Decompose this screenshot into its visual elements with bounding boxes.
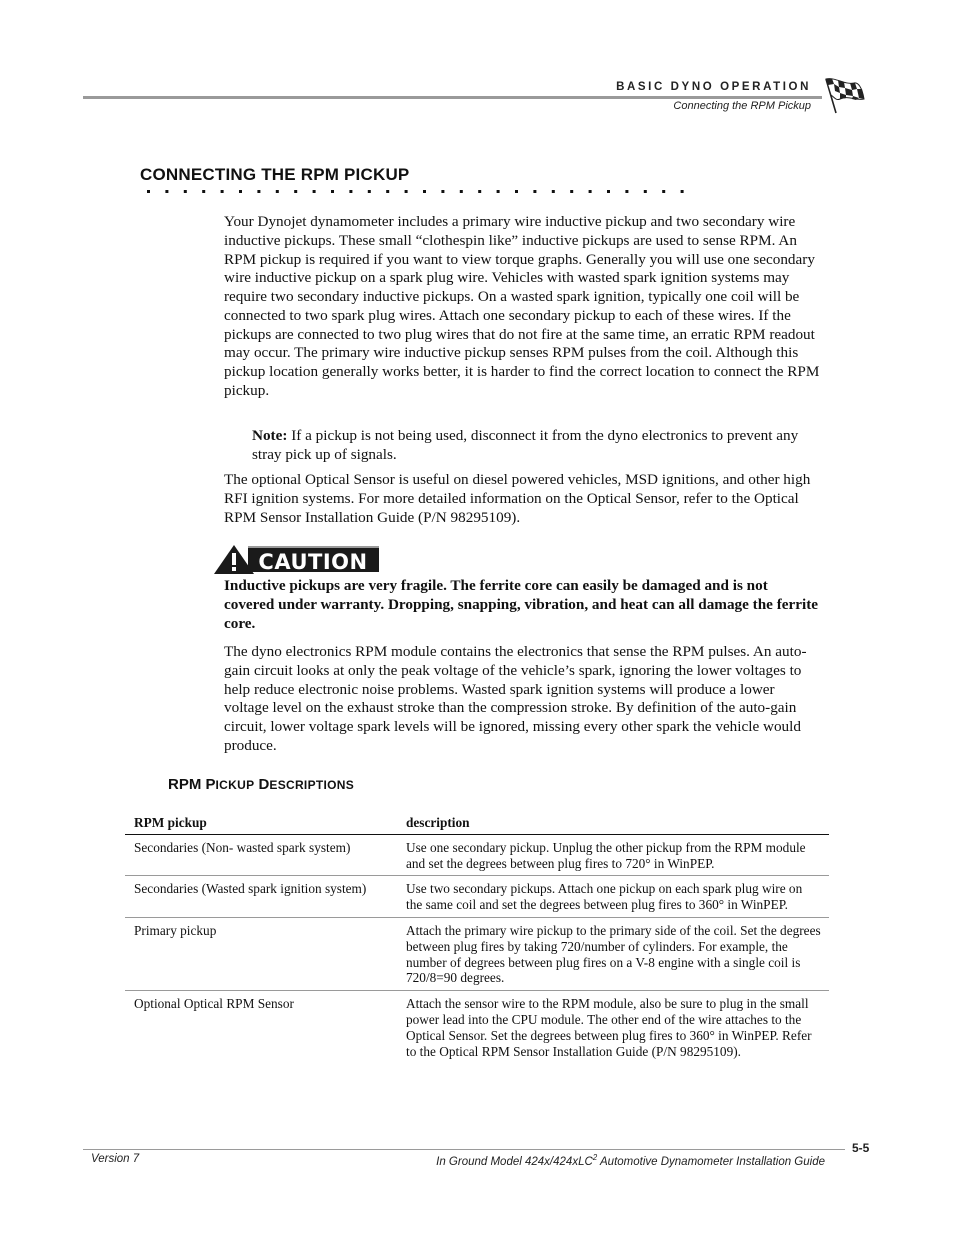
footer-version: Version 7: [91, 1153, 140, 1165]
description-cell: Use one secondary pickup. Unplug the other pickup from the RPM module and set the degrees between plug fires to 720° in WinPEP.: [406, 839, 806, 871]
running-header-section: Connecting the RPM Pickup: [673, 100, 811, 112]
title-dotted-rule: [140, 180, 688, 196]
table-row: [125, 876, 829, 918]
column-header-description: description: [397, 813, 829, 834]
pickup-cell: Optional Optical RPM Sensor: [125, 991, 397, 1064]
running-header-chapter: BASIC DYNO OPERATION: [616, 81, 811, 93]
footer-guide-title: In Ground Model 424x/424xLC$^2$ Automotive Dynamometer Installation Guide: [436, 1153, 825, 1168]
caution-label: CAUTION: [258, 550, 368, 574]
table-row: [125, 991, 829, 1064]
pickup-cell: Primary pickup: [125, 917, 397, 990]
column-header-pickup: RPM pickup: [125, 813, 397, 834]
pickup-cell: Secondaries (Non- wasted spark system): [134, 839, 351, 855]
optical-sensor-paragraph: The optional Optical Sensor is useful on diesel powered vehicles, MSD ignitions, and other high RFI ignition systems. For more detailed information on the Optical Sensor, refer to the Optical RPM Sensor Installation Guide (P/N 98295109).: [224, 471, 811, 526]
description-cell: Attach the primary wire pickup to the primary side of the coil. Set the degrees between plug fires by taking 720/number of cylinders. For example, the number of degrees between plug fires on a V-8 engine with a single coil is 720/8=90 degrees.: [397, 917, 829, 990]
caution-banner: [214, 544, 380, 575]
rpm-pickup-table: [125, 813, 829, 1063]
note-text: If a pickup is not being used, disconnect it from the dyno electronics to prevent any stray pick up of signals.: [252, 427, 799, 463]
caution-text: Inductive pickups are very fragile. The ferrite core can easily be damaged and is not covered under warranty. Dropping, snapping, vibration, and heat can all damage the ferrite core.: [224, 577, 819, 632]
pickup-cell: Secondaries (Wasted spark ignition system): [125, 876, 397, 918]
header-rule: [83, 96, 822, 99]
note-label: Note:: [252, 427, 288, 444]
page-title: CONNECTING THE RPM PICKUP: [140, 165, 410, 184]
table-row: [125, 834, 829, 876]
rpm-module-paragraph: The dyno electronics RPM module contains the electronics that sense the RPM pulses. An auto-gain circuit looks at only the peak voltage of the vehicle’s spark, ignoring the lower voltages to help reduce electronic noise problems. Wasted spark ignition systems will produce a lower voltage level on the exhaust stroke than the compression stroke. By definition of the auto-gain circuit, lower voltage spark levels will be ignored, missing every other spark the vehicle would produce.: [224, 643, 807, 754]
note-paragraph: [252, 427, 820, 465]
footer-rule: [83, 1149, 845, 1150]
intro-paragraph: Your Dynojet dynamometer includes a primary wire inductive pickup and two secondary wire inductive pickups. These small “clothespin like” inductive pickups are used to sense RPM. An RPM pickup is required if you want to view torque graphs. Generally you will use one secondary wire inductive pickup on a spark plug wire. Vehicles with wasted spark ignition systems may require two secondary inductive pickups. On a wasted spark ignition, typically one coil will be connected to two spark plug wires. Attach one secondary pickup to each of these wires. If the pickups are connected to two plug wires that do not fire at the same time, an erratic RPM readout may occur. The primary wire inductive pickup senses RPM pulses from the coil. Although this pickup location generally works better, it is harder to find the correct location to connect the RPM pickup.: [224, 213, 820, 399]
page-number: 5-5: [852, 1141, 870, 1155]
description-cell: Attach the sensor wire to the RPM module, also be sure to plug in the small power lead into the CPU module. The other end of the wire attaches to the Optical Sensor. Set the degrees between plug fires to 360° in WinPEP. Refer to the Optical RPM Sensor Installation Guide (P/N 98295109).: [397, 991, 829, 1064]
checkered-flag-icon: [822, 77, 866, 115]
description-cell: Use two secondary pickups. Attach one pickup on each spark plug wire on the same coil and set the degrees between plug fires to 360° in WinPEP.: [397, 876, 829, 918]
section-subheading: RPM PICKUP DESCRIPTIONS: [168, 776, 355, 793]
table-row: [125, 917, 829, 990]
table-header-row: [125, 813, 829, 834]
